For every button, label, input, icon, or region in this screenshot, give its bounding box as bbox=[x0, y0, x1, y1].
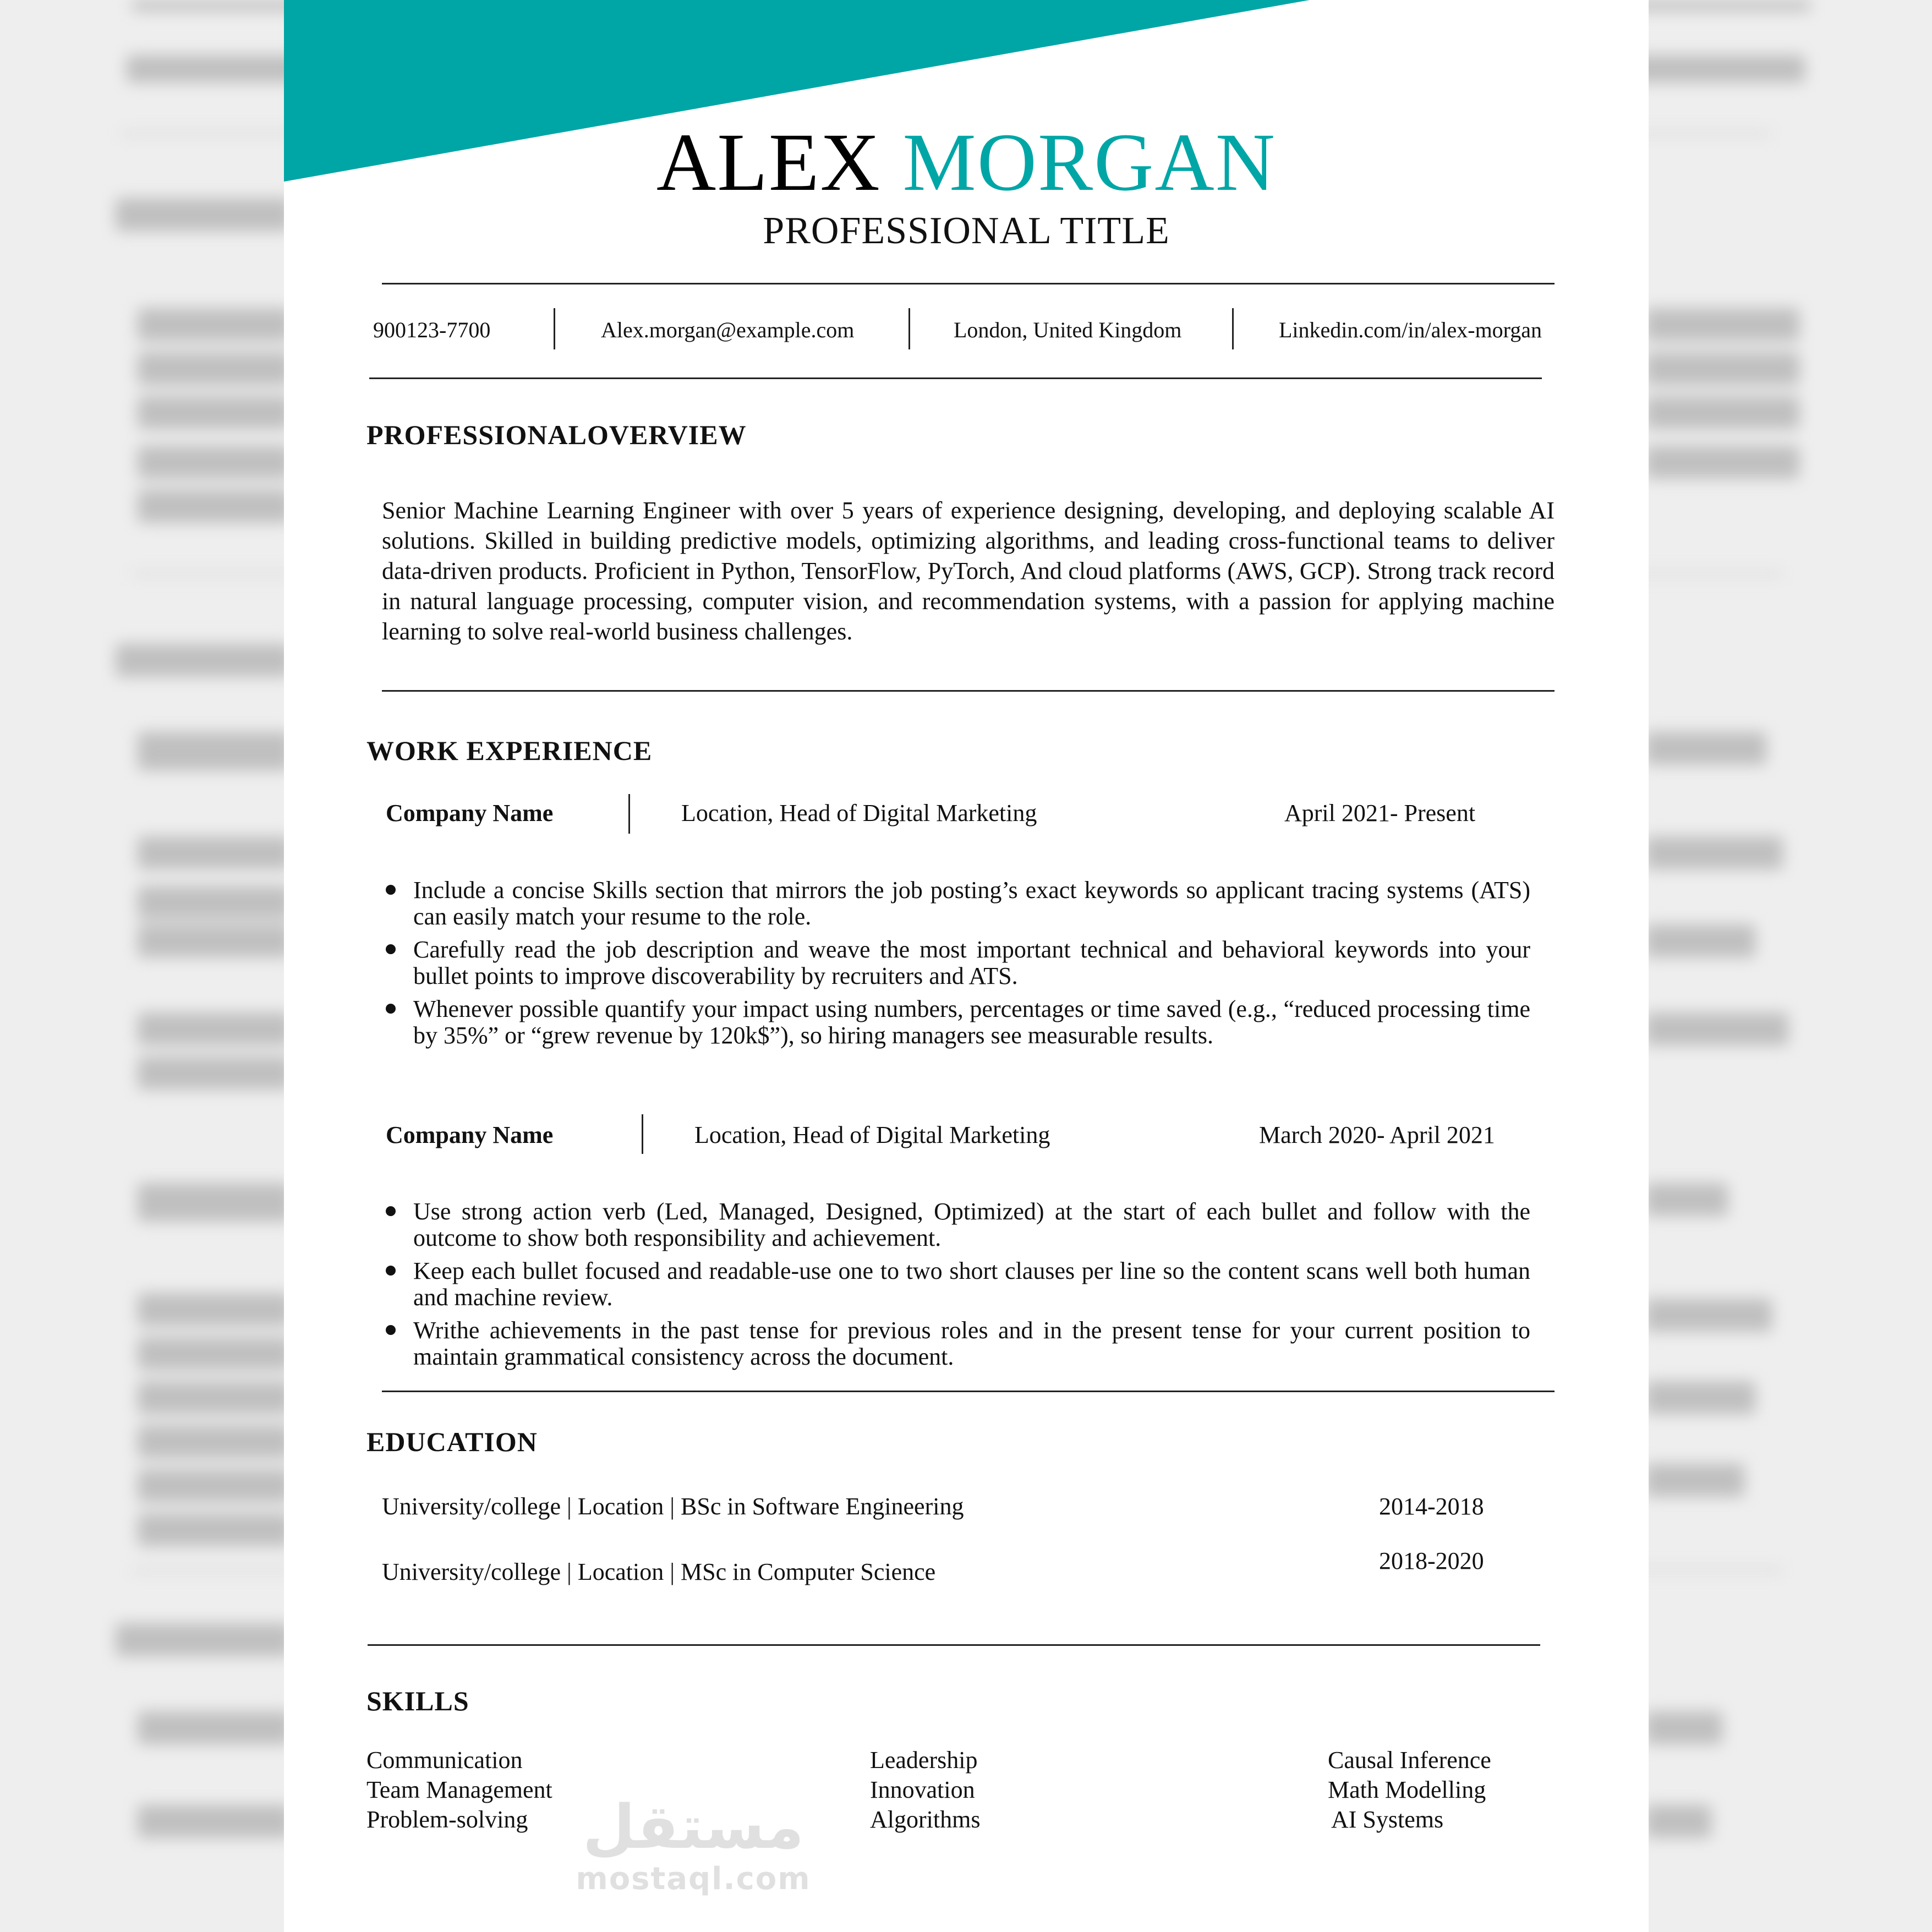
list-item: Use strong action verb (Led, Managed, Designed, Optimized) at the start of each bullet and follow with the outcome to show both responsibility and achievement. bbox=[413, 1198, 1530, 1251]
job-role: Location, Head of Digital Marketing bbox=[694, 1121, 1050, 1148]
education-entry: University/college | Location | BSc in Software Engineering bbox=[382, 1493, 964, 1520]
job-dates: April 2021- Present bbox=[1284, 800, 1476, 827]
contact-linkedin[interactable]: Linkedin.com/in/alex-morgan bbox=[1279, 318, 1542, 342]
contact-phone: 900123-7700 bbox=[373, 318, 491, 342]
overview-heading: PROFESSIONALOVERVIEW bbox=[366, 419, 747, 450]
education-heading: EDUCATION bbox=[366, 1426, 538, 1457]
list-item: Keep each bullet focused and readable-use one to two short clauses per line so the content scans well both human and machine review. bbox=[413, 1257, 1530, 1311]
education-years: 2018-2020 bbox=[1379, 1547, 1484, 1574]
job-company: Company Name bbox=[386, 1121, 554, 1148]
experience-heading: WORK EXPERIENCE bbox=[366, 735, 653, 766]
job-bullets bbox=[413, 1198, 1530, 1377]
job-dates: March 2020- April 2021 bbox=[1259, 1121, 1495, 1148]
education-years: 2014-2018 bbox=[1379, 1493, 1484, 1520]
skill-item: Problem-solving bbox=[366, 1806, 528, 1833]
list-item: Carefully read the job description and weave the most important technical and behavioral keywords into your bullet points to improve discoverability by recruiters and ATS. bbox=[413, 936, 1530, 989]
contact-separator bbox=[908, 308, 910, 349]
last-name: MORGAN bbox=[902, 117, 1277, 208]
job-separator bbox=[642, 1114, 643, 1154]
skills-heading: SKILLS bbox=[366, 1685, 469, 1716]
contact-location: London, United Kingdom bbox=[954, 318, 1182, 342]
list-item: Writhe achievements in the past tense for previous roles and in the present tense for your current position to maintain grammatical consistency across the document. bbox=[413, 1317, 1530, 1370]
job-company: Company Name bbox=[386, 800, 554, 827]
watermark bbox=[567, 1794, 820, 1898]
skill-item: Math Modelling bbox=[1328, 1776, 1486, 1803]
skill-item: Communication bbox=[366, 1747, 523, 1774]
skill-item: Team Management bbox=[366, 1776, 552, 1803]
skill-item: Causal Inference bbox=[1328, 1747, 1491, 1774]
overview-text: Senior Machine Learning Engineer with over 5 years of experience designing, developing, and deploying scalable AI solutions. Skilled in building predictive models, optimizing algorithms, and leading cross-functional teams to deliver data-driven products. Proficient in Python, TensorFlow, PyTorch, And cloud platforms (AWS, GCP). Strong track record in natural language processing, computer vision, and recommendation systems, with a passion for applying machine learning to solve real-world business challenges. bbox=[382, 497, 1555, 645]
job-bullets bbox=[413, 877, 1530, 1055]
job-separator bbox=[628, 794, 630, 834]
resume-page bbox=[284, 0, 1649, 1932]
divider bbox=[368, 1644, 1540, 1646]
contact-email[interactable]: Alex.morgan@example.com bbox=[601, 318, 855, 342]
professional-title: PROFESSIONAL TITLE bbox=[763, 210, 1170, 252]
divider bbox=[382, 1391, 1555, 1392]
skill-item: Innovation bbox=[870, 1776, 975, 1803]
contact-separator bbox=[1232, 308, 1234, 349]
divider bbox=[382, 283, 1555, 284]
candidate-name bbox=[284, 113, 1649, 212]
education-entry: University/college | Location | MSc in Computer Science bbox=[382, 1558, 936, 1585]
skill-item: AI Systems bbox=[1331, 1806, 1444, 1833]
job-role: Location, Head of Digital Marketing bbox=[681, 800, 1037, 827]
divider bbox=[369, 377, 1542, 379]
skill-item: Leadership bbox=[870, 1747, 978, 1774]
watermark-logo: مستقل bbox=[582, 1792, 804, 1862]
watermark-site: mostaql.com bbox=[576, 1861, 811, 1897]
first-name: ALEX bbox=[656, 117, 881, 208]
skill-item: Algorithms bbox=[870, 1806, 981, 1833]
divider bbox=[382, 690, 1555, 692]
list-item: Whenever possible quantify your impact using numbers, percentages or time saved (e.g., “reduced processing time by 35%” or “grew revenue by 120k$”), so hiring managers see measurable results. bbox=[413, 995, 1530, 1049]
list-item: Include a concise Skills section that mirrors the job posting’s exact keywords so applicant tracing systems (ATS) can easily match your resume to the role. bbox=[413, 877, 1530, 930]
contact-separator bbox=[554, 308, 555, 349]
